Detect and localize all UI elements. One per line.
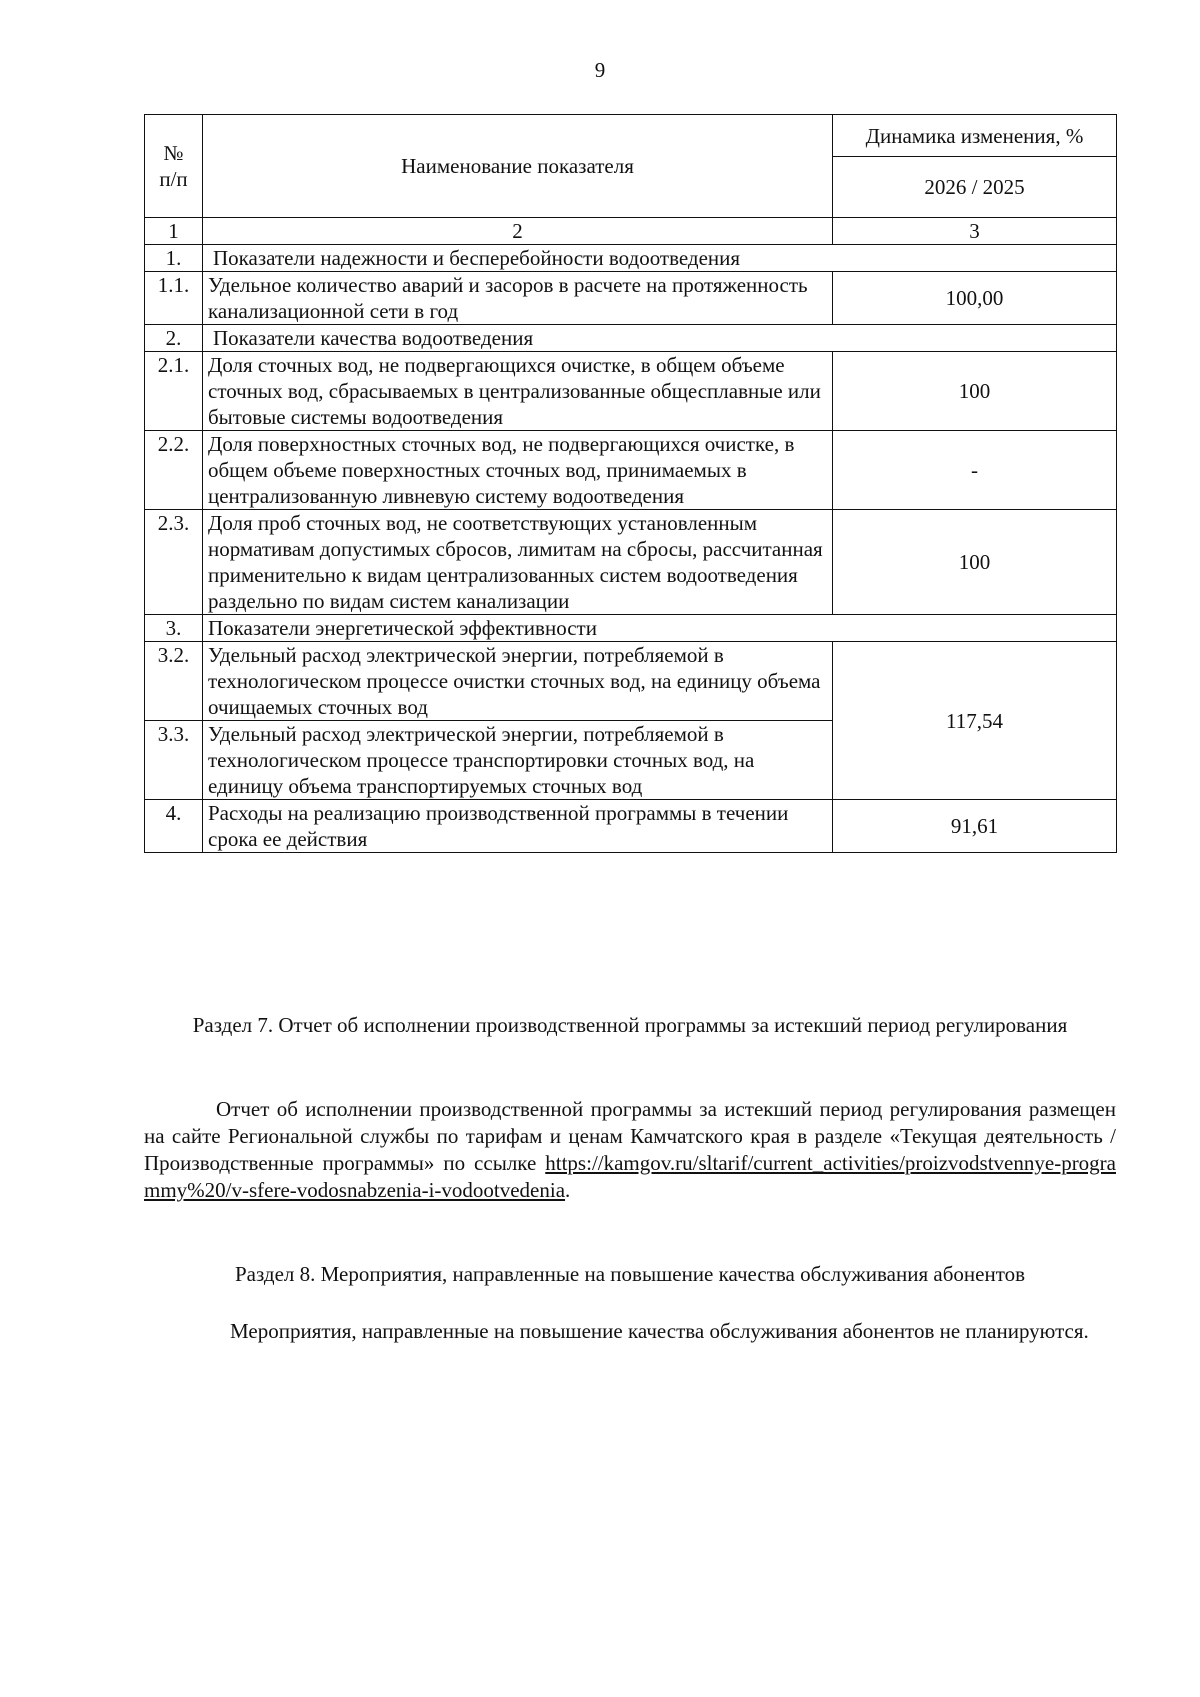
table-row	[145, 325, 1117, 352]
header-num: № п/п	[145, 115, 203, 218]
row-num: 3.	[145, 615, 203, 642]
row-name: Доля проб сточных вод, не соответствующих установленным нормативам допустимых сбросов, лимитам на сбросы, рассчитанная применительно к видам централизованных систем водоотведения раздельно по видам систем канализации	[203, 510, 833, 615]
table-header-row	[145, 115, 1117, 157]
row-name: Доля сточных вод, не подвергающихся очистке, в общем объеме сточных вод, сбрасываемых в централизованные общесплавные или бытовые системы водоотведения	[203, 352, 833, 431]
table-row	[145, 352, 1117, 431]
row-name: Удельный расход электрической энергии, потребляемой в технологическом процессе очистки сточных вод, на единицу объема очищаемых сточных вод	[203, 642, 833, 721]
header-name: Наименование показателя	[203, 115, 833, 218]
indicators-table	[144, 114, 1117, 853]
row-num: 1.	[145, 245, 203, 272]
row-group-name: Показатели энергетической эффективности	[203, 615, 1117, 642]
col-index: 1	[145, 218, 203, 245]
row-num: 3.3.	[145, 721, 203, 800]
section-8-title: Раздел 8. Мероприятия, направленные на повышение качества обслуживания абонентов	[234, 1262, 1026, 1286]
row-value: -	[833, 431, 1117, 510]
header-period: 2026 / 2025	[833, 157, 1117, 218]
row-value: 91,61	[833, 800, 1117, 853]
table-row	[145, 272, 1117, 325]
section-7-title: Раздел 7. Отчет об исполнении производственной программы за истекший период регулирования	[192, 1013, 1068, 1037]
table-row	[145, 510, 1117, 615]
row-num: 4.	[145, 800, 203, 853]
header-dynamics: Динамика изменения, %	[833, 115, 1117, 157]
row-group-name: Показатели надежности и бесперебойности водоотведения	[203, 245, 1117, 272]
row-num: 2.	[145, 325, 203, 352]
row-name: Удельное количество аварий и засоров в расчете на протяженность канализационной сети в год	[203, 272, 833, 325]
page-number: 9	[594, 58, 606, 82]
row-num: 2.2.	[145, 431, 203, 510]
report-link[interactable]: https://kamgov.ru/sltarif/current_activities/proizvodstvennye-programmy%20/v-sfere-vodosnabzenia-i-vodootvedenia	[144, 1151, 1116, 1202]
col-index: 2	[203, 218, 833, 245]
section-8-paragraph: Мероприятия, направленные на повышение качества обслуживания абонентов не планируются.	[230, 1319, 1089, 1343]
row-value: 100	[833, 352, 1117, 431]
row-name: Расходы на реализацию производственной программы в течении срока ее действия	[203, 800, 833, 853]
row-name: Доля поверхностных сточных вод, не подвергающихся очистке, в общем объеме поверхностных сточных вод, принимаемых в централизованную ливневую систему водоотведения	[203, 431, 833, 510]
row-value-merged: 117,54	[833, 642, 1117, 800]
section-7-end: .	[565, 1178, 571, 1202]
table-row	[145, 615, 1117, 642]
row-num: 2.1.	[145, 352, 203, 431]
table-row	[145, 642, 1117, 721]
row-num: 3.2.	[145, 642, 203, 721]
row-num: 2.3.	[145, 510, 203, 615]
row-group-name: Показатели качества водоотведения	[203, 325, 1117, 352]
col-index: 3	[833, 218, 1117, 245]
table-row	[145, 800, 1117, 853]
row-value: 100	[833, 510, 1117, 615]
section-7-text: Отчет об исполнении производственной программы за истекший период регулирования размещен на сайте Региональной службы по тарифам и ценам Камчатского края в разделе «Текущая деятельность / Производственные программы» по ссылке	[144, 1097, 1116, 1175]
table-row	[145, 431, 1117, 510]
table-row	[145, 245, 1117, 272]
row-num: 1.1.	[145, 272, 203, 325]
row-value: 100,00	[833, 272, 1117, 325]
column-index-row	[145, 218, 1117, 245]
row-name: Удельный расход электрической энергии, потребляемой в технологическом процессе транспортировки сточных вод, на единицу объема транспортируемых сточных вод	[203, 721, 833, 800]
section-7-paragraph	[144, 1096, 1116, 1204]
